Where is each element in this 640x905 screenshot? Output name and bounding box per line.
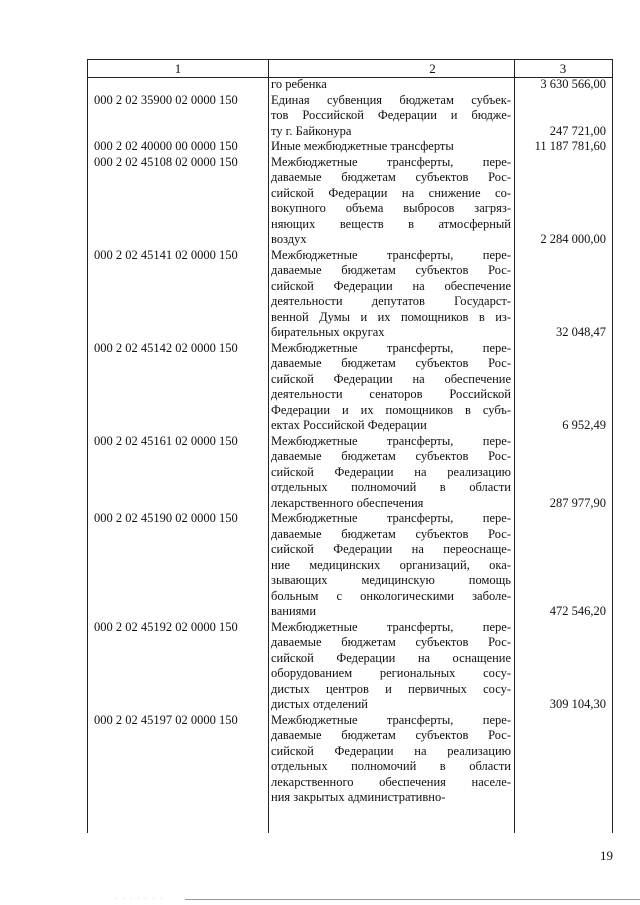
row-name bbox=[268, 155, 514, 248]
table-row bbox=[87, 155, 612, 248]
row-name-line: Межбюджетные трансферты, пере- bbox=[271, 340, 511, 355]
row-name-line: Федерации и их помощников в субъ- bbox=[271, 402, 511, 417]
row-name-line: сийской Федерации на обеспечение bbox=[271, 371, 511, 386]
row-code: 000 2 02 45192 02 0000 150 bbox=[94, 619, 238, 634]
row-amount bbox=[514, 248, 612, 341]
table-border-right bbox=[612, 59, 613, 833]
row-amount-value: 287 977,90 bbox=[549, 495, 606, 510]
row-name-line: Межбюджетные трансферты, пере- bbox=[271, 619, 511, 634]
row-name-line: лекарственного обеспечения bbox=[271, 495, 424, 510]
table-row bbox=[87, 341, 612, 434]
table-row bbox=[87, 139, 612, 155]
row-name bbox=[268, 713, 514, 806]
row-name-line: го ребенка bbox=[271, 77, 327, 91]
row-name-line: сийской Федерации на реализацию bbox=[271, 464, 511, 479]
row-amount bbox=[514, 341, 612, 434]
row-name-line: Иные межбюджетные трансферты bbox=[271, 139, 454, 153]
row-name bbox=[268, 341, 514, 434]
row-name-line: няющих веществ в атмосферный bbox=[271, 216, 511, 231]
row-name-line: ния закрытых административно- bbox=[271, 790, 446, 804]
row-name-line: деятельности депутатов Государст- bbox=[271, 294, 511, 308]
row-amount-value: 11 187 781,60 bbox=[534, 139, 606, 153]
row-code: 000 2 02 45197 02 0000 150 bbox=[94, 712, 238, 727]
row-name bbox=[268, 620, 514, 713]
table-row bbox=[87, 620, 612, 713]
row-name-line: дистых центров и первичных сосу- bbox=[271, 681, 511, 696]
row-name-line: даваемые бюджетам субъектов Рос- bbox=[271, 449, 511, 463]
row-amount-value: 3 630 566,00 bbox=[540, 77, 606, 91]
row-name-line: отдельных полномочий в области bbox=[271, 480, 511, 494]
row-name-line: Межбюджетные трансферты, пере- bbox=[271, 511, 511, 525]
row-name-line: сийской Федерации на снижение со- bbox=[271, 185, 511, 200]
scan-artifact: · · · · · · · bbox=[115, 896, 164, 902]
header-col-3: 3 bbox=[559, 61, 567, 76]
row-name-line: Межбюджетные трансферты, пере- bbox=[271, 154, 511, 169]
table-row bbox=[87, 77, 612, 93]
row-name-line: даваемые бюджетам субъектов Рос- bbox=[271, 356, 511, 370]
row-name-line: вокупного объема выбросов загряз- bbox=[271, 201, 511, 215]
table-row bbox=[87, 511, 612, 620]
row-code: 000 2 02 45141 02 0000 150 bbox=[94, 247, 238, 262]
row-name-line: Межбюджетные трансферты, пере- bbox=[271, 712, 511, 727]
row-name bbox=[268, 511, 514, 620]
row-amount-value: 2 284 000,00 bbox=[540, 232, 606, 246]
row-code: 000 2 02 45161 02 0000 150 bbox=[94, 433, 238, 448]
row-name bbox=[268, 77, 514, 93]
table-body bbox=[87, 77, 612, 806]
row-code bbox=[87, 77, 268, 93]
row-name bbox=[268, 139, 514, 155]
row-amount-value: 6 952,49 bbox=[562, 418, 606, 432]
table-row bbox=[87, 93, 612, 140]
row-name-line: отдельных полномочий в области bbox=[271, 759, 511, 773]
row-name-line: венной Думы и их помощников в из- bbox=[271, 309, 511, 324]
row-name-line: сийской Федерации на оснащение bbox=[271, 650, 511, 665]
row-code: 000 2 02 45108 02 0000 150 bbox=[94, 154, 238, 169]
row-name-line: лекарственного обеспечения населе- bbox=[271, 774, 511, 789]
row-name-line: ваниями bbox=[271, 604, 317, 618]
row-name-line: даваемые бюджетам субъектов Рос- bbox=[271, 170, 511, 184]
row-name-line: сийской Федерации на переоснаще- bbox=[271, 542, 511, 556]
row-name-line: Межбюджетные трансферты, пере- bbox=[271, 247, 511, 262]
row-amount bbox=[514, 713, 612, 806]
row-name-line: деятельности сенаторов Российской bbox=[271, 387, 511, 401]
row-name-line: ту г. Байконура bbox=[271, 123, 352, 138]
row-amount bbox=[514, 77, 612, 93]
row-name-line: дистых отделений bbox=[271, 697, 368, 711]
row-name-line: тов Российской Федерации и бюдже- bbox=[271, 108, 511, 122]
row-name-line: даваемые бюджетам субъектов Рос- bbox=[271, 728, 511, 742]
table-header bbox=[87, 59, 612, 78]
row-amount bbox=[514, 620, 612, 713]
row-code: 000 2 02 35900 02 0000 150 bbox=[94, 92, 238, 107]
row-name-line: бирательных округах bbox=[271, 325, 385, 339]
row-code: 000 2 02 45142 02 0000 150 bbox=[94, 340, 238, 355]
row-name-line: больным с онкологическими заболе- bbox=[271, 588, 511, 603]
row-code: 000 2 02 40000 00 0000 150 bbox=[94, 139, 238, 153]
row-amount bbox=[514, 139, 612, 155]
header-col-2: 2 bbox=[429, 61, 436, 76]
row-amount bbox=[514, 434, 612, 512]
table-row bbox=[87, 248, 612, 341]
row-name-line: Межбюджетные трансферты, пере- bbox=[271, 433, 511, 448]
row-name-line: даваемые бюджетам субъектов Рос- bbox=[271, 263, 511, 277]
row-name-line: ектах Российской Федерации bbox=[271, 418, 427, 432]
row-amount-value: 472 546,20 bbox=[549, 604, 606, 618]
row-amount bbox=[514, 155, 612, 248]
table-row bbox=[87, 713, 612, 806]
row-amount-value: 32 048,47 bbox=[556, 325, 606, 339]
row-name-line: зывающих медицинскую помощь bbox=[271, 573, 511, 587]
row-name-line: воздух bbox=[271, 232, 307, 246]
row-name bbox=[268, 248, 514, 341]
row-name-line: ние медицинских организаций, ока- bbox=[271, 557, 511, 572]
row-code: 000 2 02 45190 02 0000 150 bbox=[94, 511, 238, 525]
row-name-line: Единая субвенция бюджетам субъек- bbox=[271, 92, 511, 107]
row-amount bbox=[514, 93, 612, 140]
footer-rule bbox=[185, 899, 640, 900]
row-name-line: оборудованием региональных сосу- bbox=[271, 666, 511, 680]
row-name-line: даваемые бюджетам субъектов Рос- bbox=[271, 526, 511, 541]
page-number: 19 bbox=[600, 848, 613, 863]
table-row bbox=[87, 434, 612, 512]
row-name-line: сийской Федерации на обеспечение bbox=[271, 278, 511, 293]
header-col-1: 1 bbox=[174, 61, 182, 76]
row-amount bbox=[514, 511, 612, 620]
row-name bbox=[268, 434, 514, 512]
row-amount-value: 309 104,30 bbox=[549, 697, 606, 711]
row-name-line: даваемые бюджетам субъектов Рос- bbox=[271, 635, 511, 649]
row-name-line: сийской Федерации на реализацию bbox=[271, 743, 511, 758]
row-amount-value: 247 721,00 bbox=[549, 123, 606, 138]
row-name bbox=[268, 93, 514, 140]
